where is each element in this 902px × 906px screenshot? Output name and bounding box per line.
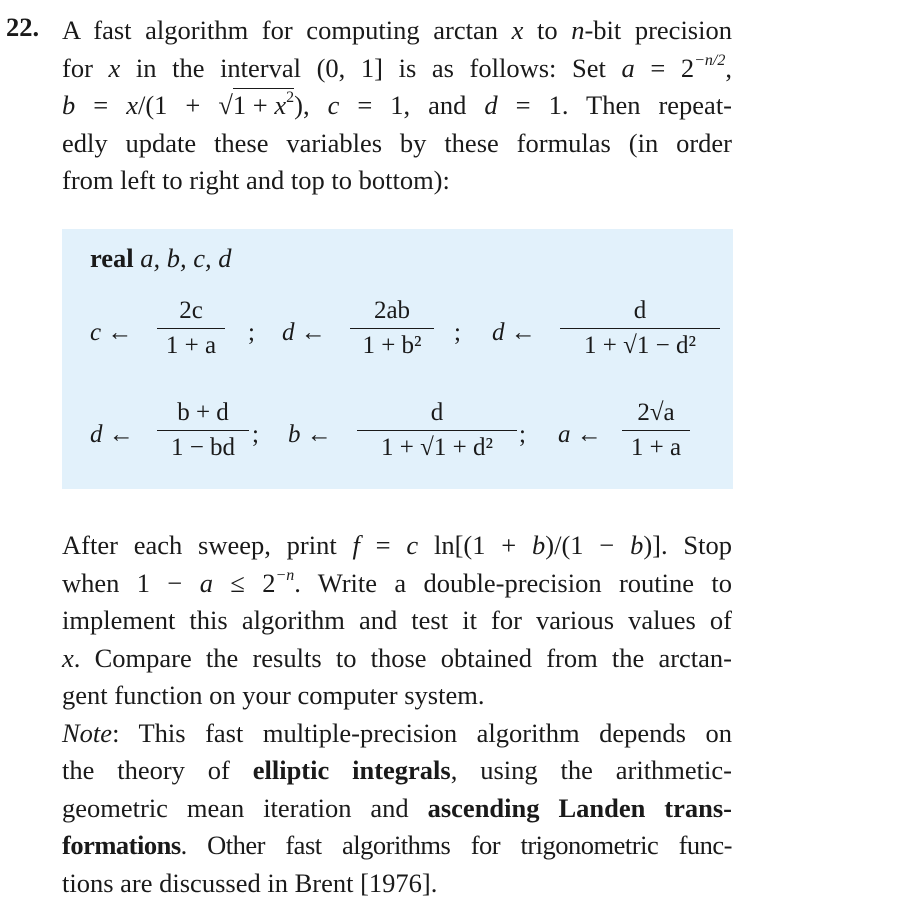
note-line-5: tions are discussed in Brent [1976].	[62, 867, 438, 898]
numerator: 2c	[179, 297, 203, 324]
note-line-4: formations. Other fast algorithms for trigonometric func-	[62, 830, 732, 860]
fraction	[357, 397, 517, 464]
problem-followup	[62, 527, 732, 902]
followup-line-5: gent function on your computer system.	[62, 680, 485, 710]
assign-lhs: d ←	[282, 319, 326, 346]
intro-line-5: from left to right and top to bottom):	[62, 165, 450, 195]
followup-line-1: After each sweep, print f = c ln[(1 + b)/(1 − b)]. Stop	[62, 530, 732, 560]
note-line-3: geometric mean iteration and ascending Landen trans-	[62, 792, 732, 823]
followup-line-3: implement this algorithm and test it for various values of	[62, 605, 732, 635]
assign-lhs: a ←	[558, 421, 602, 448]
numerator: d	[633, 297, 647, 324]
assign-lhs: d ←	[492, 319, 536, 346]
followup-line-2: when $1 - a \le 2^{-n}$. Write a double-precision routine to	[62, 566, 733, 598]
assign-lhs: b ←	[288, 421, 332, 448]
denominator: 1 + a	[165, 332, 217, 359]
denominator: 1 + √1 − d²	[584, 332, 696, 359]
separator: ;	[252, 421, 259, 448]
separator: ;	[519, 421, 526, 448]
note-line-2: the theory of elliptic integrals, using the arithmetic-	[62, 755, 732, 785]
fraction	[350, 295, 434, 362]
intro-line-3: $b = x/(1 + √1 + x^2)$, c = 1, and d = 1. Then repeat-	[62, 89, 733, 120]
assign-lhs: c ←	[90, 319, 133, 346]
fraction	[622, 397, 690, 464]
fraction	[560, 295, 720, 362]
problem-number: 22.	[6, 12, 40, 42]
term-elliptic-integrals: elliptic integrals	[252, 755, 451, 785]
algorithm-box	[62, 229, 733, 489]
numerator: 2ab	[373, 297, 411, 324]
fraction	[157, 295, 225, 362]
note-label: Note	[62, 717, 113, 748]
declaration: real a, b, c, d	[90, 243, 232, 273]
numerator: 2√a	[637, 399, 675, 426]
separator: ;	[248, 319, 255, 346]
intro-line-2: for x in the interval (0, 1] is as follows: Set $a = 2^{-n/2}$,	[62, 51, 732, 83]
denominator: 1 − bd	[170, 434, 236, 461]
problem-intro	[62, 12, 732, 200]
intro-line-1: A fast algorithm for computing arctan x to n-bit precision	[62, 15, 732, 45]
denominator: 1 + √1 + d²	[381, 434, 493, 461]
followup-line-4: x. Compare the results to those obtained from the arctan-	[62, 642, 732, 673]
denominator: 1 + b²	[362, 332, 422, 359]
numerator: d	[430, 399, 444, 426]
fraction	[157, 397, 249, 464]
assign-lhs: d ←	[90, 421, 134, 448]
denominator: 1 + a	[630, 434, 682, 461]
separator: ;	[454, 319, 461, 346]
note-line-1: Note: This fast multiple-precision algorithm depends on	[62, 717, 732, 748]
intro-line-4: edly update these variables by these formulas (in order	[62, 127, 732, 158]
term-landen-transformations: ascending Landen trans-	[427, 792, 732, 823]
numerator: b + d	[177, 399, 229, 426]
